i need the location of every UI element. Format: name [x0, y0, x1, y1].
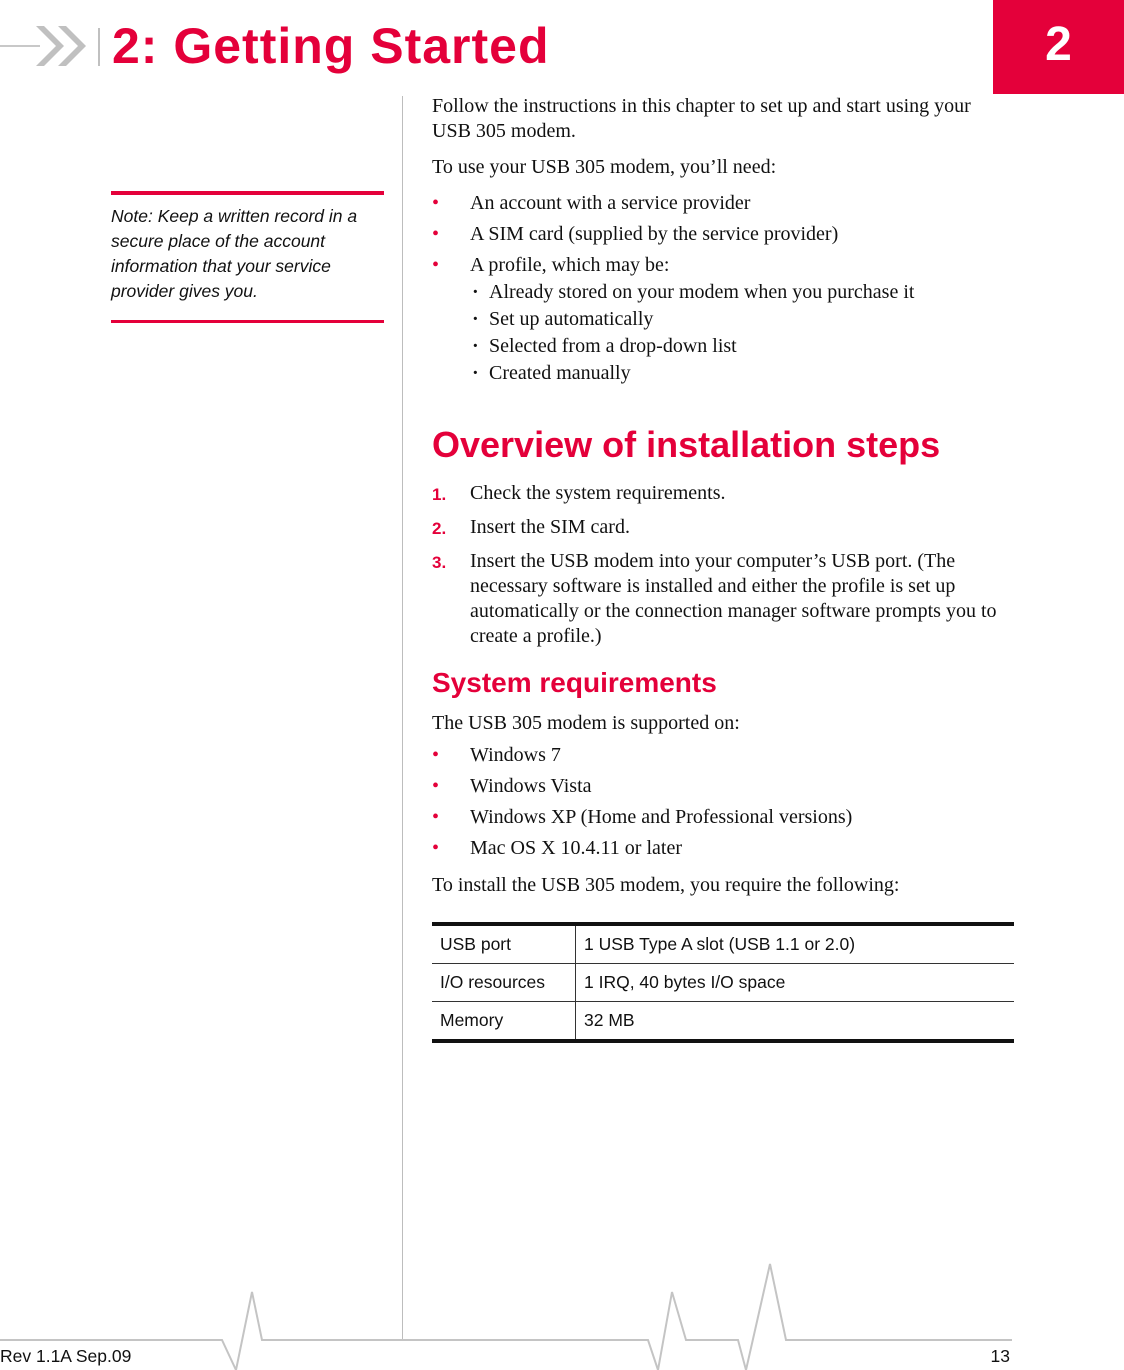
step-item: [432, 515, 1014, 540]
needs-list: [432, 188, 1014, 387]
step-text: Check the system requirements.: [470, 482, 726, 504]
chapter-number-tab: 2: [993, 0, 1124, 94]
step-number: 2.: [432, 519, 447, 538]
profile-options-list: [470, 279, 1014, 387]
header-chevron-graphic: [0, 22, 112, 72]
install-intro: To install the USB 305 modem, you require the following:: [432, 874, 900, 896]
chapter-title: 2: Getting Started: [112, 18, 550, 74]
overview-heading: Overview of installation steps: [432, 424, 941, 465]
step-number: 3.: [432, 553, 447, 572]
needs-intro: To use your USB 305 modem, you’ll need:: [432, 156, 777, 178]
main-content: [432, 94, 1014, 1043]
table-cell-label: Memory: [432, 1002, 576, 1042]
os-list: [432, 740, 1014, 864]
sub-list-item: · Set up automatically: [470, 306, 1014, 333]
side-note: Note: Keep a written record in a secure place of the account information that your service provider gives you.: [111, 191, 384, 323]
list-item: • Mac OS X 10.4.11 or later: [432, 833, 1014, 864]
step-text: Insert the SIM card.: [470, 516, 630, 538]
table-cell-label: I/O resources: [432, 964, 576, 1002]
footer-page-number: 13: [990, 1346, 1010, 1366]
sub-list-item: · Selected from a drop-down list: [470, 333, 1014, 360]
list-item: • A SIM card (supplied by the service provider): [432, 219, 1014, 250]
sub-list-item: · Already stored on your modem when you purchase it: [470, 279, 1014, 306]
step-item: [432, 481, 1014, 506]
list-item: • Windows 7: [432, 740, 1014, 771]
table-row: [432, 964, 1014, 1002]
footer-revision: Rev 1.1A Sep.09: [0, 1346, 132, 1366]
table-row: [432, 1002, 1014, 1042]
column-divider: [402, 96, 403, 1340]
step-item: [432, 549, 1014, 649]
list-item: [432, 250, 1014, 387]
intro-paragraph: Follow the instructions in this chapter to set up and start using your USB 305 modem.: [432, 95, 971, 142]
list-item: • Windows Vista: [432, 771, 1014, 802]
table-row: [432, 924, 1014, 964]
sub-list-item: · Created manually: [470, 360, 1014, 387]
table-cell-value: 1 IRQ, 40 bytes I/O space: [576, 964, 1015, 1002]
list-item: • An account with a service provider: [432, 188, 1014, 219]
installation-steps: [432, 481, 1014, 649]
table-cell-label: USB port: [432, 924, 576, 964]
footer-pulse-graphic: [0, 1262, 1124, 1370]
requirements-table: [432, 922, 1014, 1043]
supported-intro: The USB 305 modem is supported on:: [432, 712, 740, 734]
table-cell-value: 32 MB: [576, 1002, 1015, 1042]
system-requirements-heading: System requirements: [432, 667, 717, 698]
table-cell-value: 1 USB Type A slot (USB 1.1 or 2.0): [584, 934, 856, 954]
step-text: Insert the USB modem into your computer’s USB port. (The necessary software is installed and either the profile is set up automatically or the connection manager software prompts you to create a profile.): [470, 550, 997, 647]
list-item: • Windows XP (Home and Professional versions): [432, 802, 1014, 833]
list-item-text: A profile, which may be:: [470, 254, 670, 276]
step-number: 1.: [432, 485, 447, 504]
